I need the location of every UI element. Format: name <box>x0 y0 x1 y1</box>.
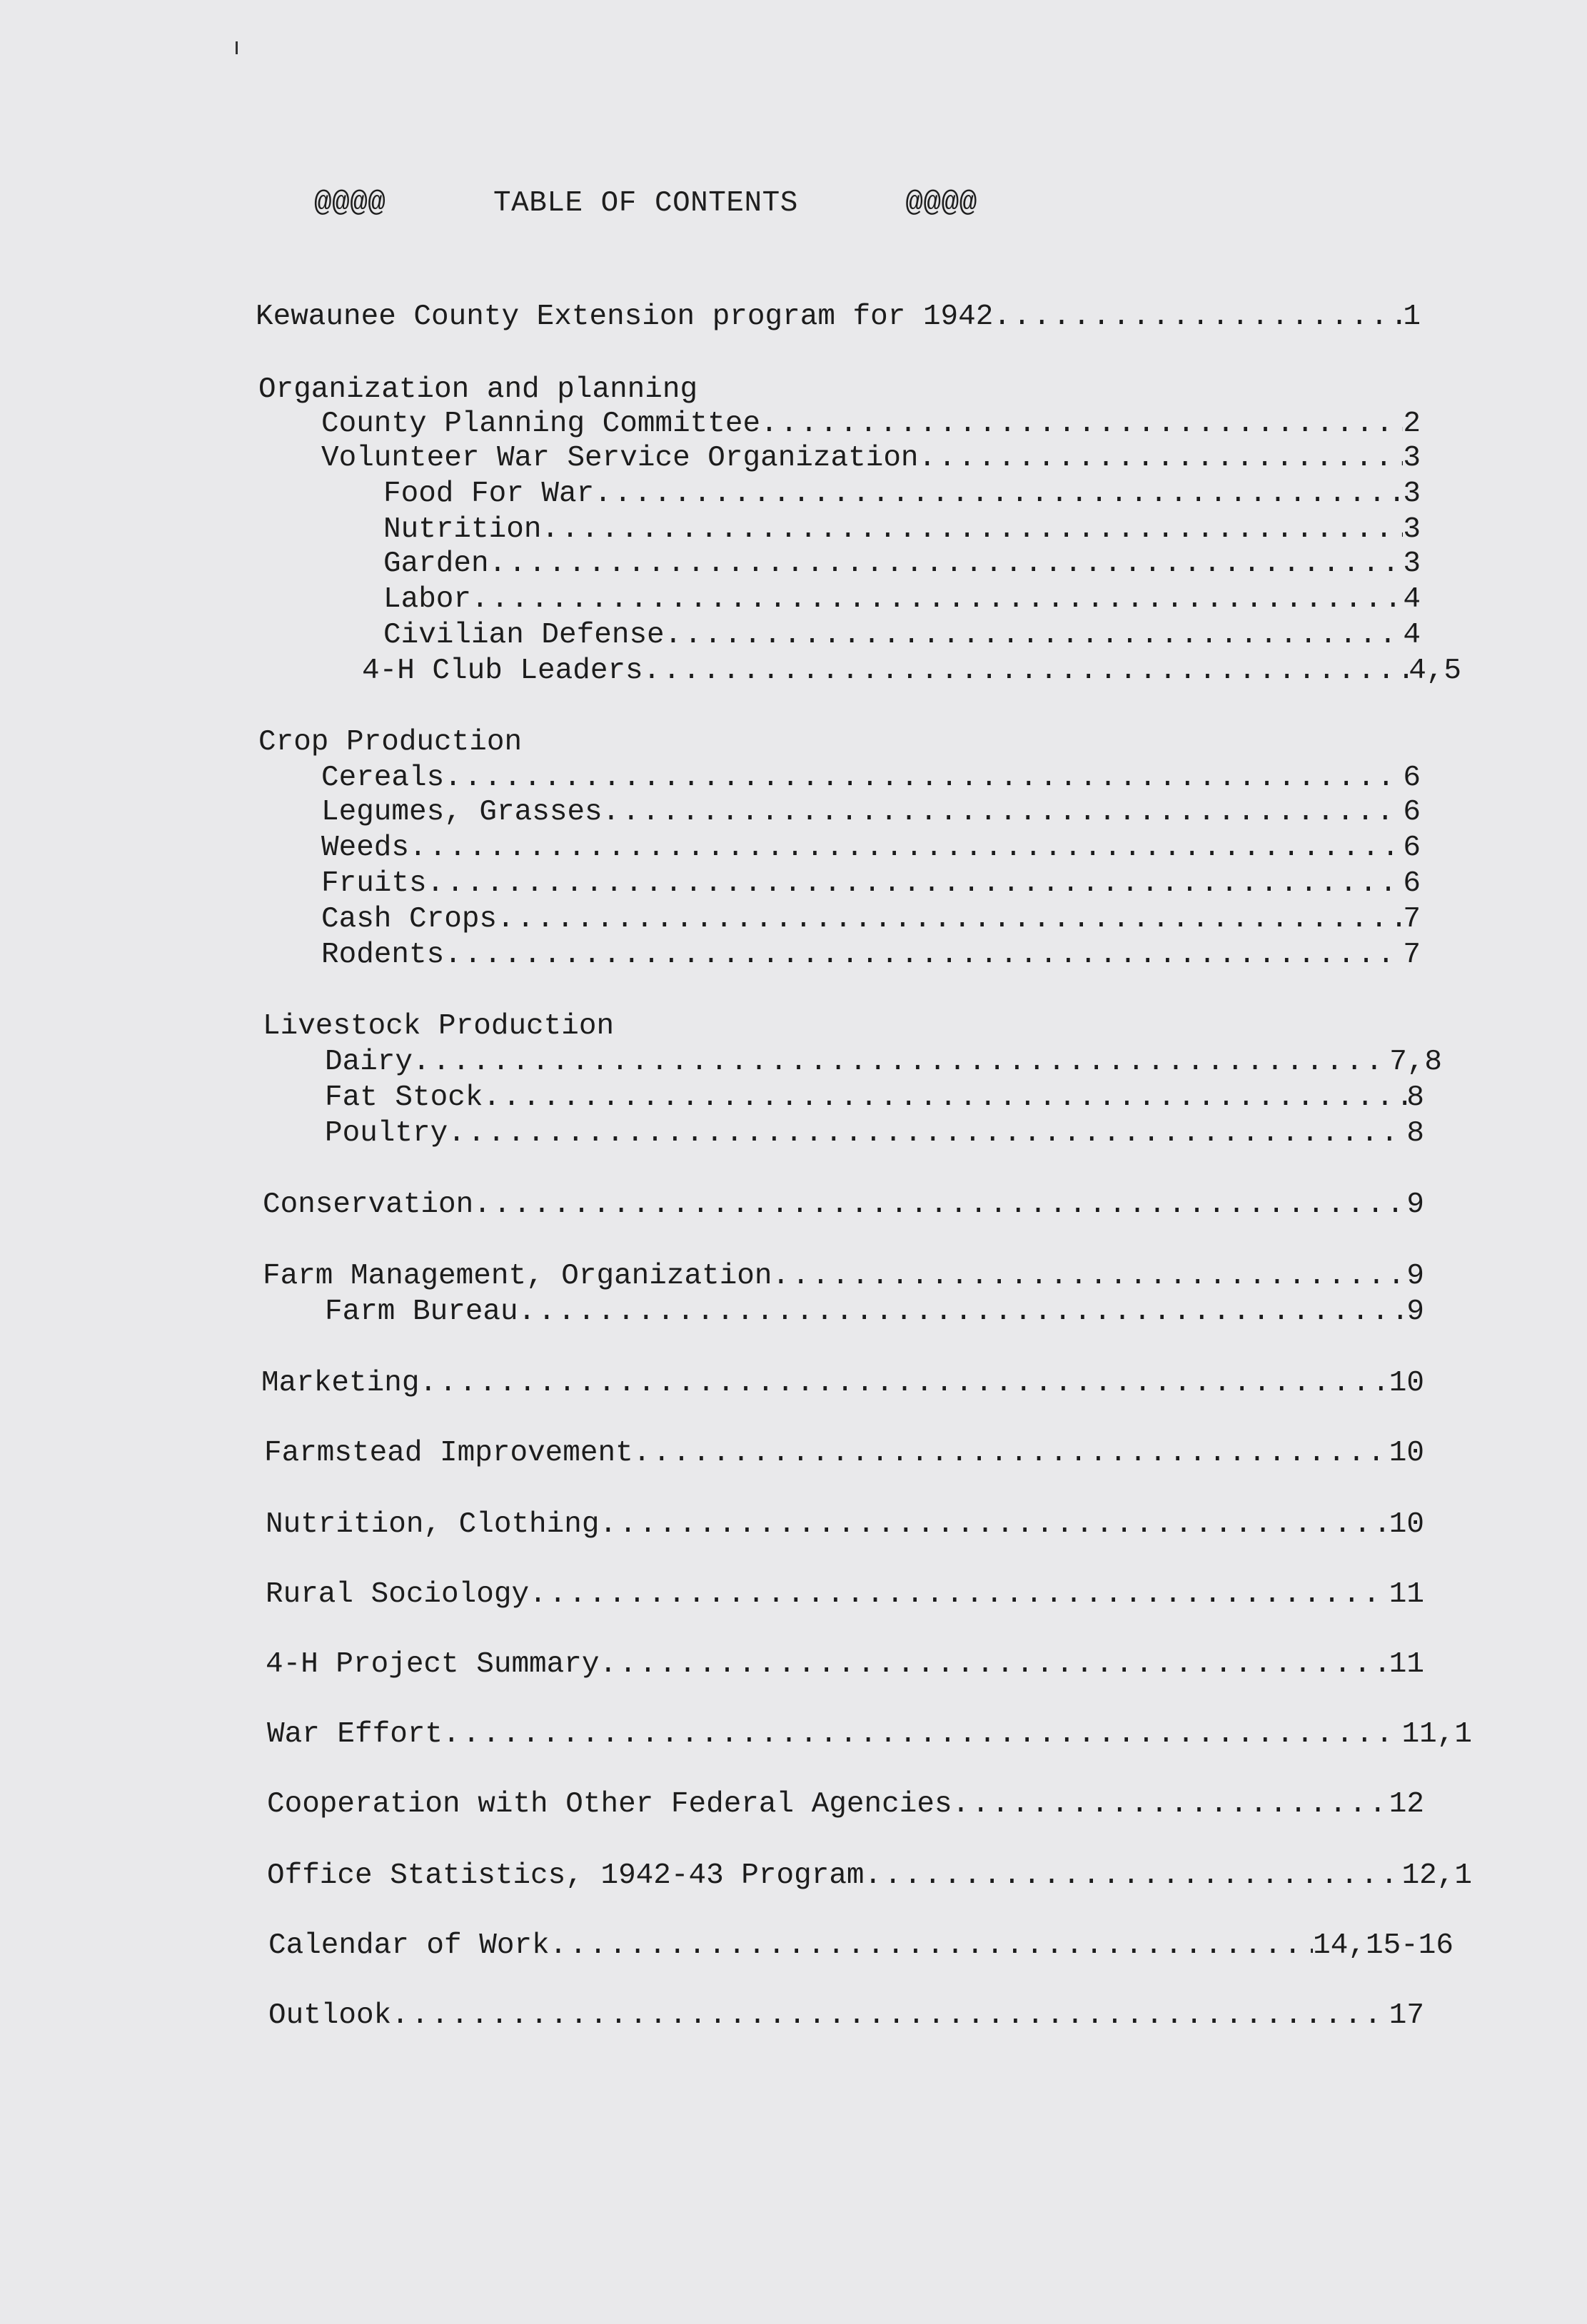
toc-entry <box>263 1259 1424 1293</box>
leader-dots <box>473 1188 1406 1222</box>
toc-entry-label: Cooperation with Other Federal Agencies <box>267 1788 952 1821</box>
toc-entry-page: 6 <box>1403 867 1421 900</box>
toc-entry <box>325 1081 1424 1115</box>
toc-entry-page: 4 <box>1403 619 1421 652</box>
toc-entry-page: 9 <box>1406 1295 1424 1328</box>
toc-entry <box>266 1577 1424 1612</box>
toc-entry-label: Rodents <box>321 939 445 971</box>
toc-entry-label: Cash Crops <box>321 903 498 936</box>
toc-entry <box>321 867 1421 901</box>
toc-entry-page: 12,1 <box>1401 1859 1472 1892</box>
leader-dots <box>919 441 1404 475</box>
toc-entry <box>321 795 1421 829</box>
toc-entry <box>266 1647 1424 1682</box>
toc-entry <box>268 1929 1454 1963</box>
leader-dots <box>483 1081 1406 1115</box>
toc-entry-page: 6 <box>1403 832 1421 864</box>
leader-dots <box>952 1787 1389 1822</box>
toc-entry-label: Weeds <box>321 832 410 864</box>
toc-entry-label: Farm Management, Organization <box>263 1260 772 1293</box>
toc-entry <box>325 1045 1442 1079</box>
toc-entry <box>321 831 1421 865</box>
toc-entry-page: 8 <box>1406 1081 1424 1114</box>
toc-entry-label: Legumes, Grasses <box>321 796 603 829</box>
toc-entry-page: 7 <box>1403 903 1421 936</box>
leader-dots <box>471 582 1403 617</box>
leader-dots <box>529 1577 1389 1612</box>
toc-entry <box>325 1295 1424 1329</box>
toc-entry-page: 3 <box>1403 513 1421 546</box>
toc-entry <box>321 407 1421 441</box>
toc-entry-page: 10 <box>1389 1508 1424 1541</box>
toc-entry-page: 8 <box>1406 1117 1424 1150</box>
toc-entry-page: 3 <box>1403 478 1421 510</box>
leader-dots <box>993 300 1403 334</box>
toc-entry-label: Labor <box>383 583 472 616</box>
toc-entry-label: Calendar of Work <box>268 1929 550 1962</box>
toc-entry-page: 11,1 <box>1401 1718 1472 1751</box>
toc-entry-page: 3 <box>1403 547 1421 580</box>
leader-dots <box>643 654 1409 688</box>
toc-entry-page: 7,8 <box>1389 1046 1442 1078</box>
toc-entry <box>267 1859 1472 1893</box>
toc-entry <box>321 938 1421 972</box>
toc-entry-label: Volunteer War Service Organization <box>321 442 919 475</box>
toc-entry-page: 12 <box>1389 1788 1424 1821</box>
leader-dots <box>633 1436 1389 1470</box>
leader-dots <box>665 618 1404 652</box>
leader-dots <box>444 938 1403 972</box>
toc-entry-label: Food For War <box>383 478 595 510</box>
leader-dots <box>599 1647 1389 1682</box>
toc-entry-label: War Effort <box>267 1718 443 1751</box>
leader-dots <box>489 547 1404 581</box>
toc-entry-label: Office Statistics, 1942-43 Program <box>267 1859 865 1892</box>
leader-dots <box>419 1366 1389 1400</box>
toc-entry-label: Civilian Defense <box>383 619 665 652</box>
toc-entry <box>266 1507 1424 1542</box>
toc-entry-label: Marketing <box>261 1367 420 1400</box>
toc-entry-page: 10 <box>1389 1367 1424 1400</box>
toc-entry <box>383 477 1421 511</box>
toc-entry-page: 14,15-16 <box>1313 1929 1454 1962</box>
toc-entry-label: Dairy <box>325 1046 413 1078</box>
toc-entry-page: 4,5 <box>1409 655 1461 687</box>
toc-entry-page: 6 <box>1403 796 1421 829</box>
toc-entry-label: 4-H Club Leaders <box>362 655 643 687</box>
toc-entry-page: 11 <box>1389 1578 1424 1611</box>
toc-entry-label: Rural Sociology <box>266 1578 530 1611</box>
toc-entry-page: 7 <box>1403 939 1421 971</box>
toc-section-heading: Livestock Production <box>263 1010 615 1043</box>
leader-dots <box>518 1295 1407 1329</box>
toc-entry <box>256 300 1421 334</box>
toc-entry <box>264 1436 1424 1470</box>
leader-dots <box>413 1045 1389 1079</box>
leader-dots <box>391 1999 1389 2033</box>
toc-entry-page: 4 <box>1403 583 1421 616</box>
toc-entry <box>267 1717 1472 1752</box>
toc-entry-label: Fruits <box>321 867 427 900</box>
toc-section-heading: Organization and planning <box>258 373 698 406</box>
toc-entry <box>268 1999 1424 2033</box>
toc-entry-label: Farm Bureau <box>325 1295 518 1328</box>
toc-entry-label: Farmstead Improvement <box>264 1437 633 1470</box>
toc-entry-page: 11 <box>1389 1648 1424 1681</box>
leader-dots <box>760 407 1403 441</box>
toc-entry-label: Nutrition, Clothing <box>266 1508 600 1541</box>
toc-entry <box>321 441 1421 475</box>
toc-entry-page: 9 <box>1406 1260 1424 1293</box>
toc-entry-label: Kewaunee County Extension program for 1942 <box>256 300 994 333</box>
toc-entry <box>325 1116 1424 1151</box>
toc-entry-page: 1 <box>1403 300 1421 333</box>
leader-dots <box>444 761 1403 795</box>
toc-entry <box>362 654 1461 688</box>
toc-entry-label: County Planning Committee <box>321 408 761 440</box>
toc-entry-label: Fat Stock <box>325 1081 483 1114</box>
leader-dots <box>409 831 1403 865</box>
toc-entry-page: 2 <box>1403 408 1421 440</box>
toc-entry-page: 17 <box>1389 1999 1424 2032</box>
leader-dots <box>599 1507 1389 1542</box>
toc-entry-label: 4-H Project Summary <box>266 1648 600 1681</box>
toc-entry <box>267 1787 1424 1822</box>
toc-entry <box>321 902 1421 936</box>
toc-entry <box>383 512 1421 547</box>
leader-dots <box>427 867 1404 901</box>
leader-dots <box>497 902 1403 936</box>
leader-dots <box>550 1929 1313 1963</box>
leader-dots <box>448 1116 1406 1151</box>
toc-entry-label: Nutrition <box>383 513 542 546</box>
page-title: @@@@ TABLE OF CONTENTS @@@@ <box>314 187 977 220</box>
toc-entry-label: Poultry <box>325 1117 448 1150</box>
leader-dots <box>865 1859 1402 1893</box>
toc-entry <box>261 1366 1424 1400</box>
toc-entry-label: Cereals <box>321 762 445 794</box>
toc-entry <box>383 547 1421 581</box>
toc-entry-label: Outlook <box>268 1999 392 2032</box>
toc-section-heading: Crop Production <box>258 726 523 759</box>
leader-dots <box>772 1259 1407 1293</box>
leader-dots <box>594 477 1403 511</box>
toc-entry-page: 6 <box>1403 762 1421 794</box>
toc-entry <box>383 582 1421 617</box>
toc-entry-page: 10 <box>1389 1437 1424 1470</box>
leader-dots <box>541 512 1403 547</box>
toc-entry-page: 9 <box>1406 1188 1424 1221</box>
toc-entry-label: Garden <box>383 547 489 580</box>
toc-entry <box>263 1188 1424 1222</box>
toc-entry <box>383 618 1421 652</box>
toc-entry-page: 3 <box>1403 442 1421 475</box>
toc-entry <box>321 761 1421 795</box>
leader-dots <box>443 1717 1402 1752</box>
toc-entry-label: Conservation <box>263 1188 474 1221</box>
leader-dots <box>603 795 1404 829</box>
